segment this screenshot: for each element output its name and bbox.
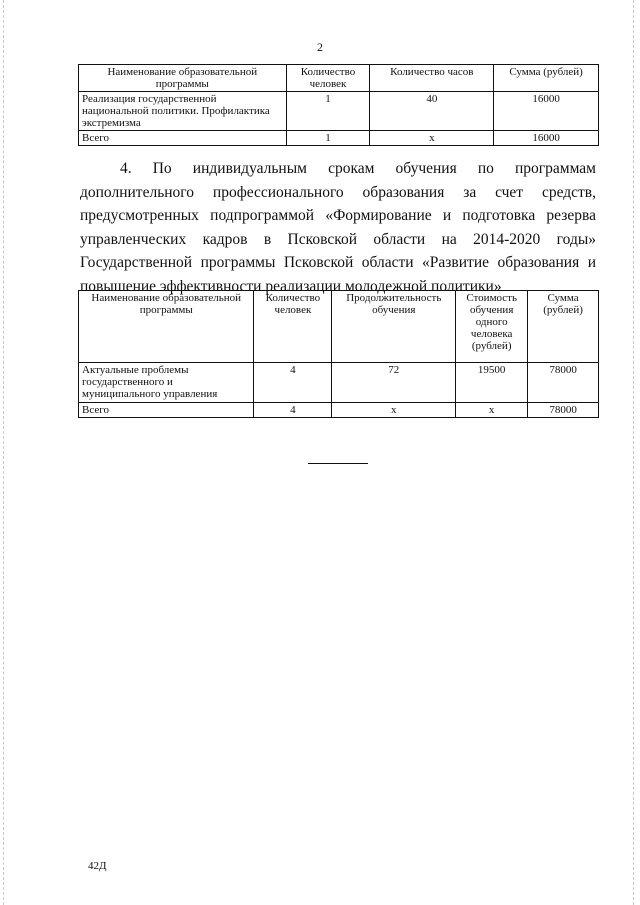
separator-line xyxy=(308,463,368,464)
table-cell: 1 xyxy=(286,131,370,146)
table-cell: 16000 xyxy=(494,92,599,131)
table-cell: Всего xyxy=(79,131,287,146)
table-cell: 40 xyxy=(370,92,494,131)
document-code: 42Д xyxy=(88,860,107,872)
table-cell: Всего xyxy=(79,403,254,418)
table-header-row xyxy=(79,291,599,363)
table-cell: 19500 xyxy=(456,363,528,403)
body-paragraph: 4. По индивидуальным срокам обучения по программам дополнительного профессионального образования за счет средств, предусмотренных подпрограммой «Формирование и подготовка резерва управленческих кадров в Псковской области на 2014-2020 годы» Государственной программы Псковской области «Развитие образования и повышение эффективности реализации молодежной политики» xyxy=(80,160,596,295)
page-edge-right xyxy=(633,0,634,905)
table-cell: х xyxy=(370,131,494,146)
table-cell: 4 xyxy=(254,363,332,403)
table-cell: 4 xyxy=(254,403,332,418)
table-header-row xyxy=(79,65,599,92)
table-row xyxy=(79,363,599,403)
table-cell: Реализация государственной национальной политики. Профилактика экстремизма xyxy=(79,92,287,131)
table-cell: х xyxy=(332,403,456,418)
table-cell: 1 xyxy=(286,92,370,131)
programs-table-1 xyxy=(78,64,599,146)
header-cell: Количество человек xyxy=(254,291,332,363)
header-cell: Количество человек xyxy=(286,65,370,92)
header-cell: Сумма (рублей) xyxy=(528,291,599,363)
header-cell: Продолжительность обучения xyxy=(332,291,456,363)
table-cell: Актуальные проблемы государственного и муниципального управления xyxy=(79,363,254,403)
table-cell: 78000 xyxy=(528,403,599,418)
programs-table-2 xyxy=(78,290,599,418)
table-row xyxy=(79,92,599,131)
table-cell: 16000 xyxy=(494,131,599,146)
page-number: 2 xyxy=(317,40,323,54)
header-cell: Стоимость обучения одного человека (рублей) xyxy=(456,291,528,363)
table-cell: 72 xyxy=(332,363,456,403)
page-edge-left xyxy=(3,0,4,905)
header-cell: Количество часов xyxy=(370,65,494,92)
header-cell: Наименование образовательной программы xyxy=(79,291,254,363)
table-cell: х xyxy=(456,403,528,418)
table-total-row xyxy=(79,131,599,146)
table-cell: 78000 xyxy=(528,363,599,403)
header-cell: Сумма (рублей) xyxy=(494,65,599,92)
header-cell: Наименование образовательной программы xyxy=(79,65,287,92)
table-total-row xyxy=(79,403,599,418)
